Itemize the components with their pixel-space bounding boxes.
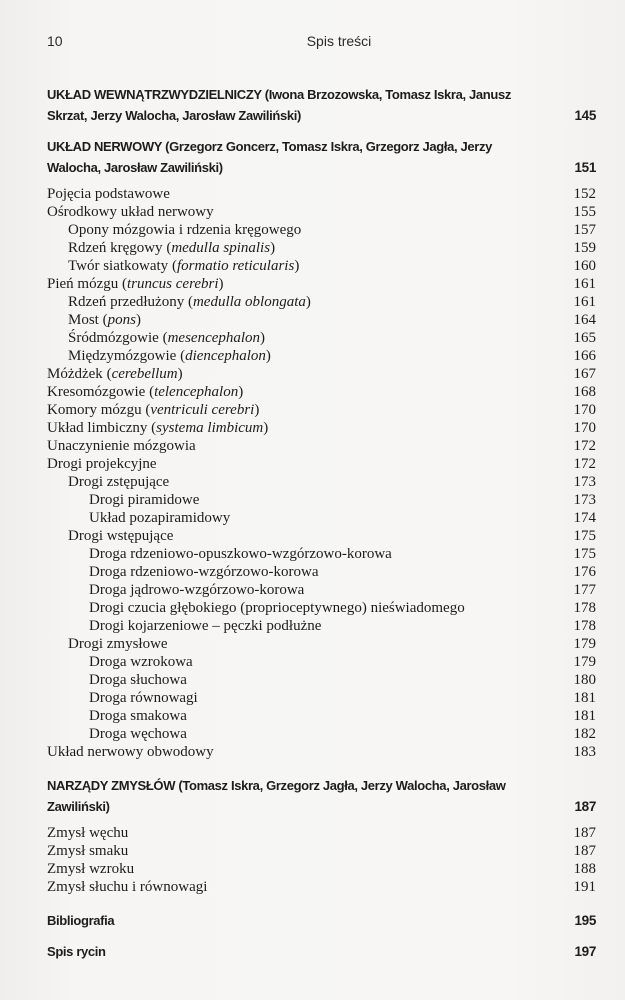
entry-title: Zmysł słuchu i równowagi [47,879,208,895]
entry-title: Zmysł wzroku [47,861,135,877]
toc-entry [47,824,596,842]
page-number: 10 [47,33,63,49]
entry-page: 170 [573,420,596,436]
toc-entry: Móżdżek (cerebellum) 167 [47,366,596,382]
entry-latin-term: ventriculi cerebri [150,402,255,418]
entry-page: 161 [573,294,596,310]
entry-title: Drogi wstępujące [68,528,174,544]
toc-entry: Kresomózgowie (telencephalon) 168 [47,384,596,400]
entry-page: 173 [573,492,596,508]
section-page: 187 [574,799,596,814]
entry-page: 172 [573,456,596,472]
toc-entry [47,185,596,203]
entry-title: Rdzeń przedłużony [68,294,185,310]
entry-title: Twór siatkowaty [68,258,169,274]
entry-title: Drogi piramidowe [89,492,200,508]
entry-page: 179 [573,636,596,652]
entry-latin-term: medulla spinalis [171,240,271,256]
entry-page: 181 [573,708,596,724]
entry-page: 164 [573,312,596,328]
entry-latin-term: telencephalon [154,384,239,400]
section-title: NARZĄDY ZMYSŁÓW (Tomasz Iskra, Grzegorz Jagła, Jerzy Walocha, Jarosław Zawiliński) [47,778,506,814]
entry-page: 177 [573,582,596,598]
entry-title: Droga węchowa [89,726,187,742]
toc-entry [47,581,596,599]
entry-title: Międzymózgowie [68,348,177,364]
section-page: 195 [574,913,596,928]
entry-page: 178 [573,600,596,616]
toc-entry [47,491,596,509]
toc-entry [47,671,596,689]
toc-section-endocrine [47,84,596,126]
section-title: Bibliografia [47,913,115,928]
entry-page: 173 [573,474,596,490]
entry-page: 170 [573,402,596,418]
entry-page: 178 [573,618,596,634]
toc-entry: Pień mózgu (truncus cerebri) 161 [47,276,596,292]
entry-page: 174 [573,510,596,526]
section-title: UKŁAD NERWOWY (Grzegorz Goncerz, Tomasz Iskra, Grzegorz Jagła, Jerzy Walocha, Jarosław Zawiliński) [47,139,493,175]
entry-page: 182 [573,726,596,742]
toc-section-senses [47,775,596,817]
entry-page: 165 [573,330,596,346]
entry-title: Droga równowagi [89,690,198,706]
entry-page: 179 [573,654,596,670]
section-page: 197 [574,944,596,959]
entry-page: 168 [573,384,596,400]
entry-page: 191 [573,879,596,895]
toc-entry [47,509,596,527]
entry-title: Droga słuchowa [89,672,187,688]
entry-page: 157 [573,222,596,238]
toc-section-figures [47,941,596,962]
entry-title: Drogi zmysłowe [68,636,168,652]
entry-title: Zmysł węchu [47,825,129,841]
entry-title: Komory mózgu [47,402,142,418]
entry-page: 172 [573,438,596,454]
entry-title: Rdzeń kręgowy [68,240,163,256]
toc-entry [47,221,596,239]
entry-page: 176 [573,564,596,580]
entry-title: Ośrodkowy układ nerwowy [47,204,214,220]
entry-page: 166 [573,348,596,364]
entry-latin-term: systema limbicum [156,420,264,436]
toc-section-bibliography [47,910,596,931]
toc-entry [47,437,596,455]
entry-latin-term: cerebellum [111,366,178,382]
entry-page: 175 [573,528,596,544]
toc-entry [47,743,596,761]
toc-entry [47,455,596,473]
entry-page: 181 [573,690,596,706]
toc-entry [47,689,596,707]
entry-title: Drogi czucia głębokiego (proprioceptywnego) nieświadomego [89,600,465,616]
entry-page: 159 [573,240,596,256]
entry-title: Unaczynienie mózgowia [47,438,196,454]
toc-entry [47,203,596,221]
entry-title: Układ nerwowy obwodowy [47,744,214,760]
entry-page: 167 [573,366,596,382]
entry-page: 152 [573,186,596,202]
toc-entry [47,725,596,743]
toc-entry [47,545,596,563]
entry-page: 183 [573,744,596,760]
toc-entry: Komory mózgu (ventriculi cerebri) 170 [47,402,596,418]
toc-entry [47,860,596,878]
toc-entry [47,653,596,671]
toc-entry: Rdzeń przedłużony (medulla oblongata) 161 [68,294,596,310]
table-of-contents [47,84,596,962]
entry-title: Droga rdzeniowo-wzgórzowo-korowa [89,564,319,580]
entry-title: Drogi projekcyjne [47,456,157,472]
toc-entry: Rdzeń kręgowy (medulla spinalis) 159 [68,240,596,256]
entry-page: 160 [573,258,596,274]
entry-title: Drogi kojarzeniowe – pęczki podłużne [89,618,322,634]
entry-page: 187 [573,825,596,841]
entry-page: 161 [573,276,596,292]
entry-page: 187 [573,843,596,859]
toc-entry [47,599,596,617]
entry-latin-term: pons [107,312,136,328]
entry-title: Pień mózgu [47,276,119,292]
toc-entry: Most (pons) 164 [68,312,596,328]
running-title: Spis treści [306,33,372,49]
entry-title: Zmysł smaku [47,843,129,859]
toc-entry: Międzymózgowie (diencephalon) 166 [68,348,596,364]
toc-entry: Śródmózgowie (mesencephalon) 165 [68,330,596,346]
entry-title: Układ pozapiramidowy [89,510,231,526]
entry-title: Układ limbiczny [47,420,148,436]
entry-page: 188 [573,861,596,877]
entry-page: 155 [573,204,596,220]
section-title: Spis rycin [47,944,106,959]
toc-section-nervous [47,136,596,178]
toc-entry: Twór siatkowaty (formatio reticularis) 160 [68,258,596,274]
entry-title: Droga rdzeniowo-opuszkowo-wzgórzowo-korowa [89,546,392,562]
entry-title: Kresomózgowie [47,384,146,400]
entry-page: 175 [573,546,596,562]
toc-entry [47,878,596,896]
section-page: 145 [574,108,596,123]
toc-entry [47,617,596,635]
toc-entry [47,842,596,860]
toc-entry [47,527,596,545]
entry-title: Droga smakowa [89,708,187,724]
toc-entry [47,563,596,581]
toc-entry [47,635,596,653]
entry-latin-term: truncus cerebri [127,276,219,292]
entry-page: 180 [573,672,596,688]
running-header [47,33,601,51]
entry-title: Droga jądrowo-wzgórzowo-korowa [89,582,305,598]
entry-latin-term: formatio reticularis [176,258,295,274]
toc-entry: Układ limbiczny (systema limbicum) 170 [47,420,596,436]
entry-latin-term: mesencephalon [167,330,261,346]
toc-entry [47,473,596,491]
entry-title: Śródmózgowie [68,330,159,346]
entry-title: Opony mózgowia i rdzenia kręgowego [68,222,302,238]
entry-latin-term: diencephalon [185,348,266,364]
section-title: UKŁAD WEWNĄTRZWYDZIELNICZY (Iwona Brzozowska, Tomasz Iskra, Janusz Skrzat, Jerzy Walocha, Jarosław Zawiliński) [47,87,511,123]
entry-title: Móżdżek [47,366,103,382]
toc-entry [47,707,596,725]
entry-title: Most [68,312,99,328]
section-page: 151 [574,160,596,175]
entry-title: Drogi zstępujące [68,474,170,490]
entry-title: Droga wzrokowa [89,654,193,670]
entry-latin-term: medulla oblongata [192,294,306,310]
entry-title: Pojęcia podstawowe [47,186,170,202]
